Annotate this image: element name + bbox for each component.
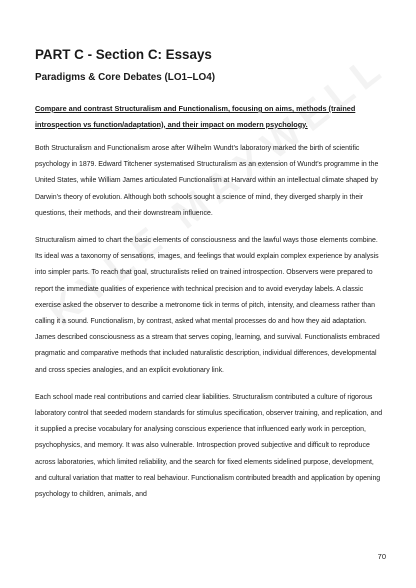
- subsection-title: Paradigms & Core Debates (LO1–LO4): [35, 72, 215, 83]
- essay-question: Compare and contrast Structuralism and Functionalism, focusing on aims, methods (trained introspection vs function/adaptation), and their impact on modern psychology.: [35, 104, 356, 129]
- body-paragraph-2: Structuralism aimed to chart the basic elements of consciousness and the lawful ways those elements combine. Its ideal was a taxonomy of sensations, images, and feelings that would explain complex experience by analysis into simpler parts. To reach that goal, structuralists relied on trained introspection. Observers were prepared to report the immediate qualities of experience with technical precision and to avoid everyday labels. A classic exercise asked the observer to describe a metronome tick in terms of pitch, intensity, and clearness rather than calling it a sound. Functionalism, by contrast, asked what mental processes do and how they aid adaptation. James described consciousness as a stream that serves coping, learning, and survival. Functionalists embraced pragmatic and comparative methods that included naturalistic description, individual differences, developmental and cross species analogies, and an explicit evolutionary link.: [35, 237, 380, 374]
- body-paragraph-1: Both Structuralism and Functionalism arose after Wilhelm Wundt’s laboratory marked the birth of scientific psychology in 1879. Edward Titchener systematised Structuralism as an extension of Wundt’s programme in the United States, while William James articulated Functionalism at Harvard within an intellectual climate shaped by Darwin’s theory of evolution. Although both schools sought a science of mind, they diverged sharply in their questions, their methods, and their downstream influence.: [35, 145, 379, 217]
- section-title: PART C - Section C: Essays: [35, 47, 212, 62]
- page-number: 70: [377, 552, 386, 561]
- body-paragraph-3: Each school made real contributions and carried clear liabilities. Structuralism contributed a culture of rigorous laboratory control that seeded modern standards for stimulus specification, observer training, and replication, and it supplied a precise vocabulary for analysing conscious experience that influenced early work in perception, psychophysics, and memory. It was also vulnerable. Introspection proved subjective and difficult to reproduce across laboratories, which limited reliability, and the search for fixed elements sidelined purpose, development, and cultural variation that matter to real behaviour. Functionalism contributed breadth and application by opening psychology to children, animals, and: [35, 393, 383, 499]
- page-content: [35, 46, 385, 503]
